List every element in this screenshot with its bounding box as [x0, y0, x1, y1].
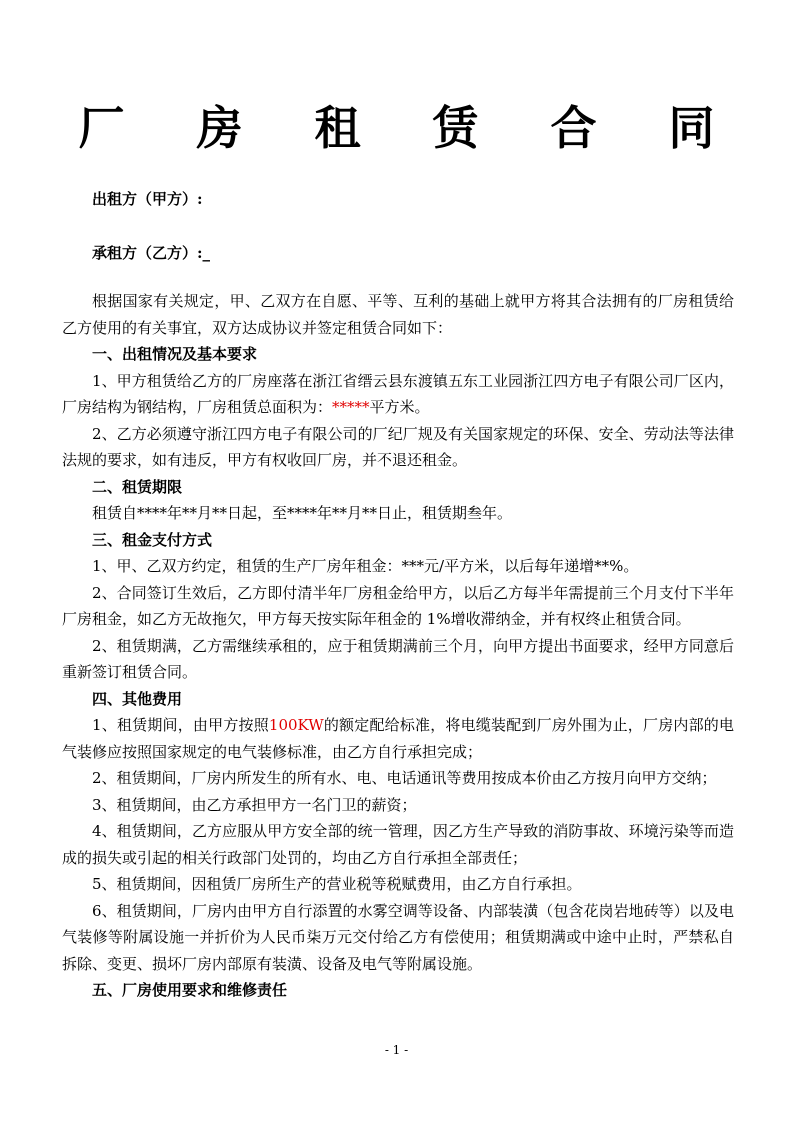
section-4-clause-2: 2、租赁期间，厂房内所发生的所有水、电、电话通讯等费用按成本价由乙方按月向甲方交纳； — [92, 769, 717, 787]
power-rating: 100KW — [268, 716, 324, 734]
section-1-heading: 一、出租情况及基本要求 — [92, 345, 258, 363]
page-number: - 1 - — [384, 1043, 409, 1057]
section-3-clause-1: 1、甲、乙双方约定，租赁的生产厂房年租金：***元/平方米，以后每年递增**%。 — [92, 557, 639, 575]
section-5-heading: 五、厂房使用要求和维修责任 — [92, 981, 288, 999]
clause-text: 1、租赁期间，由甲方按照 — [92, 716, 269, 734]
section-1-clause-1 — [62, 368, 734, 421]
contract-body — [62, 288, 734, 1004]
section-3-heading: 三、租金支付方式 — [92, 530, 213, 549]
section-2-heading: 二、租赁期限 — [92, 477, 183, 496]
intro-paragraph: 根据国家有关规定，甲、乙双方在自愿、平等、互利的基础上就甲方将其合法拥有的厂房租赁给乙方使用的有关事宜，双方达成协议并签定租赁合同如下： — [62, 292, 734, 337]
clause-text: 1、甲方租赁给乙方的厂房座落在浙江省缙云县东渡镇五东工业园浙江四方电子有限公司厂区内，厂房结构为钢结构，厂房租赁总面积为： — [62, 371, 734, 416]
document-title: 厂 房 租 赁 合 同 — [78, 101, 743, 155]
clause-text: 平方米。 — [369, 398, 430, 416]
area-placeholder: ***** — [332, 398, 370, 416]
section-4-heading: 四、其他费用 — [92, 689, 183, 708]
section-4-clause-1 — [62, 712, 734, 765]
section-4-clause-5: 5、租赁期间，因租赁厂房所生产的营业税等税赋费用，由乙方自行承担。 — [92, 875, 582, 893]
section-4-clause-4: 4、租赁期间，乙方应服从甲方安全部的统一管理，因乙方生产导致的消防事故、环境污染等而造成的损失或引起的相关行政部门处罚的，均由乙方自行承担全部责任； — [62, 822, 734, 867]
section-1-clause-2: 2、乙方必须遵守浙江四方电子有限公司的厂纪厂规及有关国家规定的环保、安全、劳动法等法律法规的要求，如有违反，甲方有权收回厂房，并不退还租金。 — [62, 424, 734, 469]
clause-text: 的额定配给标准，将电缆装配到厂房外围为止，厂房内部的电气装修应按照国家规定的电气装修标准，由乙方自行承担完成； — [62, 716, 734, 761]
section-4-clause-3: 3、租赁期间，由乙方承担甲方一名门卫的薪资； — [92, 795, 417, 814]
lessor-label: 出租方（甲方）: — [92, 190, 203, 208]
section-2-clause-1: 租赁自****年**月**日起，至****年**月**日止，租赁期叁年。 — [92, 504, 513, 522]
section-3-clause-2: 2、合同签订生效后，乙方即付清半年厂房租金给甲方，以后乙方每半年需提前三个月支付下半年厂房租金，如乙方无故拖欠，甲方每天按实际年租金的 1%增收滞纳金，并有权终止租赁合同。 — [62, 583, 734, 628]
section-3-clause-3: 2、租赁期满，乙方需继续承租的，应于租赁期满前三个月，向甲方提出书面要求，经甲方同意后重新签订租赁合同。 — [62, 636, 734, 681]
lessee-label: 承租方（乙方）:_ — [92, 244, 211, 262]
section-4-clause-6: 6、租赁期间，厂房内由甲方自行添置的水雾空调等设备、内部装潢（包含花岗岩地砖等）以及电气装修等附属设施一并折价为人民币柒万元交付给乙方有偿使用；租赁期满或中途中止时，严禁私自拆除、变更、损坏厂房内部原有装潢、设备及电气等附属设施。 — [62, 901, 734, 973]
